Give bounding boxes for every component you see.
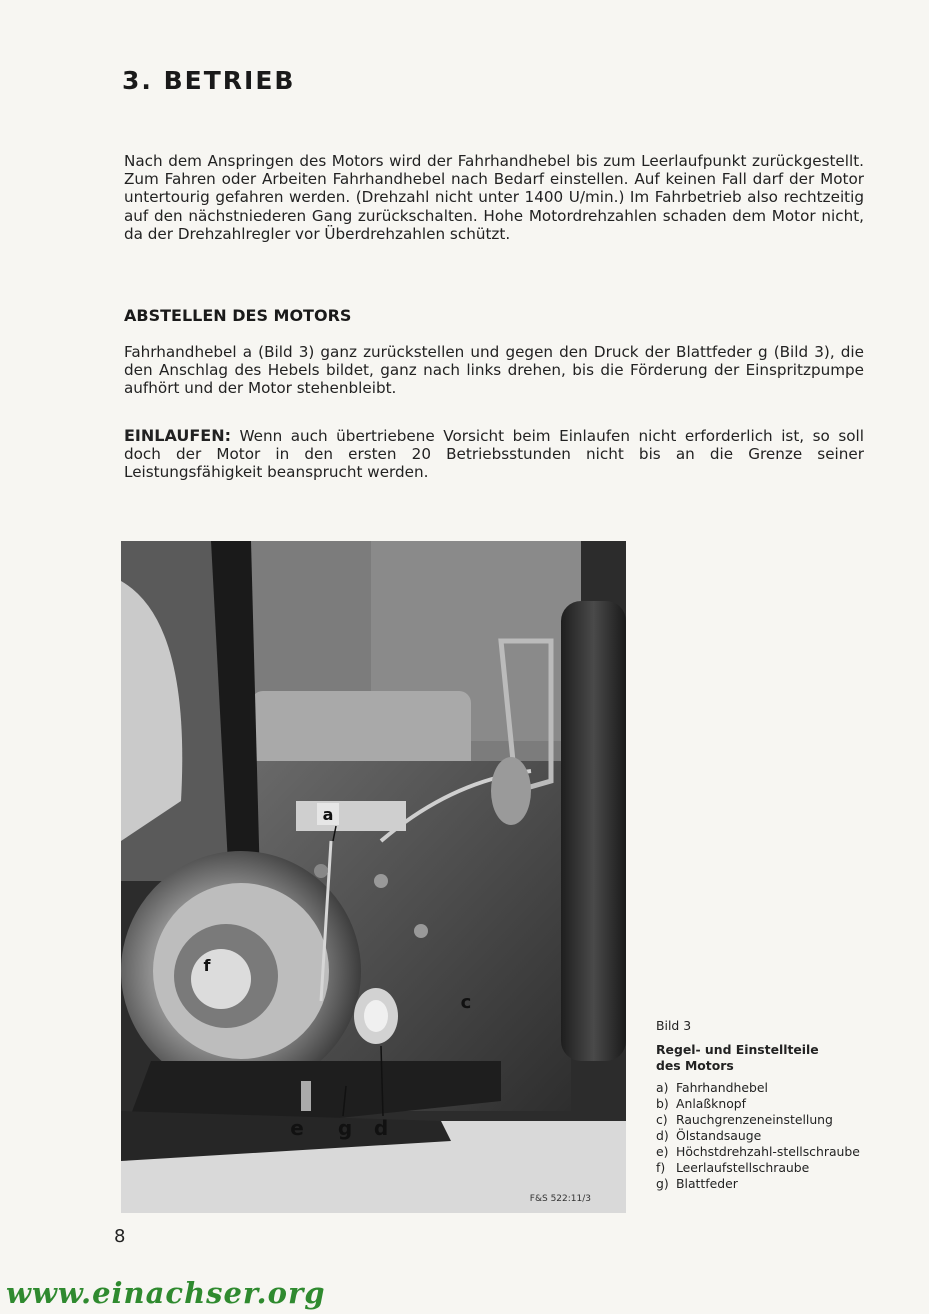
legend-item: d) Ölstandsauge bbox=[656, 1128, 762, 1143]
engine-illustration bbox=[121, 541, 626, 1213]
photo-label-e: e bbox=[290, 1116, 304, 1140]
section-heading: 3. BETRIEB bbox=[122, 66, 296, 95]
photo-label-g: g bbox=[337, 1116, 353, 1140]
page-number: 8 bbox=[114, 1226, 126, 1247]
engine-stop-paragraph: Fahrhandhebel a (Bild 3) ganz zurückstellen und gegen den Druck der Blattfeder g (Bild 3), die den Anschlag des Hebels bildet, ganz nach links drehen, bis die Förderung der Einspritzpumpe aufhört und der Motor stehenbleibt. bbox=[124, 343, 864, 398]
legend-item: a) Fahrhandhebel bbox=[656, 1080, 768, 1095]
figure-title: Regel- und Einstellteile des Motors bbox=[656, 1042, 819, 1073]
legend-item: b) Anlaßknopf bbox=[656, 1096, 747, 1111]
photo-label-c: c bbox=[460, 992, 472, 1013]
photo-label-d: d bbox=[373, 1116, 389, 1140]
legend-item: e) Höchstdrehzahl-stellschraube bbox=[656, 1144, 860, 1159]
figure-caption bbox=[656, 1018, 916, 1192]
break-in-paragraph bbox=[124, 427, 864, 482]
break-in-text: Wenn auch übertriebene Vorsicht beim Einlaufen nicht erforderlich ist, so soll doch der Motor in den ersten 20 Betriebsstunden nicht bis an die Grenze seiner Leistungsfähigkeit beansprucht werden. bbox=[124, 427, 864, 482]
figure-number: Bild 3 bbox=[656, 1018, 692, 1033]
photo-label-a: a bbox=[322, 805, 334, 824]
website-watermark[interactable]: www.einachser.org bbox=[6, 1276, 326, 1310]
legend-list bbox=[656, 1080, 916, 1192]
engine-photo bbox=[121, 541, 626, 1213]
legend-item: g) Blattfeder bbox=[656, 1176, 738, 1191]
legend-item: f) Leerlaufstellschraube bbox=[656, 1160, 810, 1175]
photo-code: F&S 522:11/3 bbox=[529, 1194, 591, 1204]
break-in-lead: EINLAUFEN: bbox=[124, 426, 231, 445]
photo-label-f: f bbox=[203, 956, 211, 975]
operation-paragraph: Nach dem Anspringen des Motors wird der Fahrhandhebel bis zum Leerlaufpunkt zurückgestellt. Zum Fahren oder Arbeiten Fahrhandhebel nach Bedarf einstellen. Auf keinen Fall darf der Motor untertourig gefahren werden. (Drehzahl nicht unter 1400 U/min.) Im Fahrbetrieb also rechtzeitig auf den nächstniederen Gang zurückschalten. Hohe Motordrehzahlen schaden dem Motor nicht, da der Drehzahlregler vor Überdrehzahlen schützt. bbox=[124, 152, 864, 243]
legend-item: c) Rauchgrenzeneinstellung bbox=[656, 1112, 833, 1127]
engine-stop-heading: ABSTELLEN DES MOTORS bbox=[124, 306, 352, 325]
